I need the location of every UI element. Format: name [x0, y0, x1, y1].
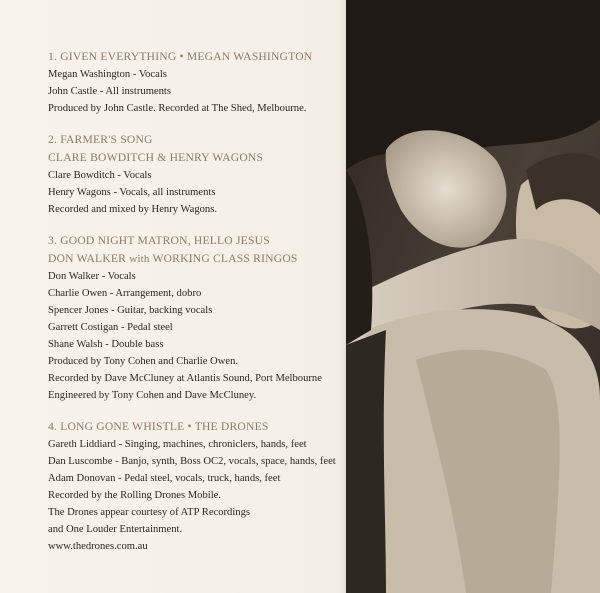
track-2-heading: 2. FARMER'S SONG: [48, 133, 153, 146]
track-3-artist: [48, 250, 338, 268]
track-1-credit: Produced by John Castle. Recorded at The Shed, Melbourne.: [48, 103, 307, 114]
track-3-artist-a: DON WALKER: [48, 252, 127, 265]
track-2-credit: Clare Bowditch - Vocals: [48, 170, 152, 181]
track-3-artist-with: with: [129, 253, 150, 265]
track-2: [48, 131, 338, 218]
track-2-credit: Recorded and mixed by Henry Wagons.: [48, 204, 217, 215]
track-4: [48, 418, 338, 555]
track-3-credit: Charlie Owen - Arrangement, dobro: [48, 288, 202, 299]
track-3-heading: 3. GOOD NIGHT MATRON, HELLO JESUS: [48, 234, 270, 247]
track-1-credit: John Castle - All instruments: [48, 86, 172, 97]
track-4-credit: The Drones appear courtesy of ATP Recordings: [48, 507, 251, 518]
track-3-credit: Don Walker - Vocals: [48, 271, 136, 282]
track-3-credit: Spencer Jones - Guitar, backing vocals: [48, 305, 213, 316]
track-3-credit: Recorded by Dave McCluney at Atlantis Sound, Port Melbourne: [48, 373, 322, 384]
track-1-heading: 1. GIVEN EVERYTHING • MEGAN WASHINGTON: [48, 50, 313, 63]
track-3-artist-b: WORKING CLASS RINGOS: [152, 252, 298, 265]
track-3-credit: Shane Walsh - Double bass: [48, 339, 164, 350]
track-4-credit: Recorded by the Rolling Drones Mobile.: [48, 490, 222, 501]
track-2-artist: CLARE BOWDITCH & HENRY WAGONS: [48, 151, 264, 164]
track-3-credit: Engineered by Tony Cohen and Dave McCluney.: [48, 390, 257, 401]
track-4-credit: Gareth Liddiard - Singing, machines, chroniclers, hands, feet: [48, 439, 307, 450]
track-4-credit: and One Louder Entertainment.: [48, 524, 183, 535]
track-4-credit: Dan Luscombe - Banjo, synth, Boss OC2, vocals, space, hands, feet: [48, 456, 336, 467]
sepia-photograph: [346, 0, 600, 593]
track-1-credit: Megan Washington - Vocals: [48, 69, 167, 80]
track-3: [48, 232, 338, 404]
track-3-credit: Produced by Tony Cohen and Charlie Owen.: [48, 356, 239, 367]
credits-column: [48, 48, 338, 569]
photo-illustration: [346, 0, 600, 593]
track-4-heading: 4. LONG GONE WHISTLE • THE DRONES: [48, 420, 269, 433]
track-4-credit: Adam Donovan - Pedal steel, vocals, truck, hands, feet: [48, 473, 281, 484]
track-2-credit: Henry Wagons - Vocals, all instruments: [48, 187, 216, 198]
track-4-website: www.thedrones.com.au: [48, 541, 148, 552]
track-3-credit: Garrett Costigan - Pedal steel: [48, 322, 173, 333]
track-1: [48, 48, 338, 117]
